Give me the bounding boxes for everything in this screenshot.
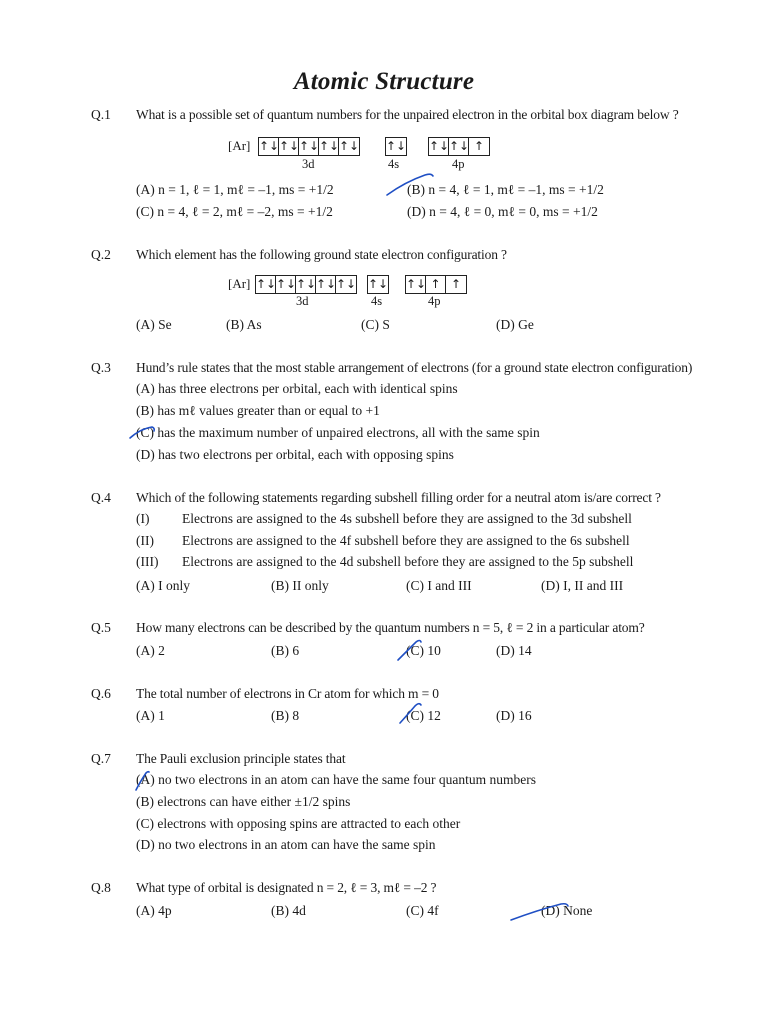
answer-option: (D) has two electrons per orbital, each with opposing spins	[136, 447, 454, 462]
orbital-box: ↑↓	[319, 139, 340, 153]
statement-number: (III)	[136, 554, 159, 569]
orbital-box: ↑↓	[299, 139, 320, 153]
core-label: [Ar]	[228, 138, 251, 153]
statement-number: (II)	[136, 533, 154, 548]
subshell-label: 4p	[452, 157, 465, 171]
answer-option: (B) n = 4, ℓ = 1, mℓ = –1, ms = +1/2	[407, 182, 604, 197]
question-stem: Which of the following statements regarding subshell filling order for a neutral atom is/are correct ?	[136, 490, 661, 505]
answer-option: (A) n = 1, ℓ = 1, mℓ = –1, ms = +1/2	[136, 182, 334, 197]
orbital-box: ↑↓	[336, 277, 357, 291]
answer-option: (B) 4d	[271, 903, 306, 918]
question-number: Q.3	[91, 360, 111, 375]
answer-option: (A) 4p	[136, 903, 172, 918]
orbital-box: ↑↓	[429, 139, 450, 153]
question-number: Q.2	[91, 247, 111, 262]
orbital-box: ↑↓	[339, 139, 360, 153]
answer-option: (A) has three electrons per orbital, each with identical spins	[136, 381, 458, 396]
statement-text: Electrons are assigned to the 4f subshell before they are assigned to the 6s subshell	[182, 533, 630, 548]
orbital-box: ↑↓	[386, 139, 407, 153]
answer-option: (C) 10	[406, 643, 441, 658]
answer-option: (B) 8	[271, 708, 300, 723]
answer-option: (C) S	[361, 317, 390, 332]
subshell-label: 3d	[302, 157, 315, 171]
orbital-box: ↑	[426, 276, 446, 293]
orbital-box: ↑↓	[406, 277, 427, 291]
answer-option: (C) I and III	[406, 578, 472, 593]
orbital-box: ↑↓	[296, 277, 317, 291]
question-number: Q.4	[91, 490, 111, 505]
core-label: [Ar]	[228, 276, 251, 291]
statement-text: Electrons are assigned to the 4d subshell before they are assigned to the 5p subshell	[182, 554, 634, 569]
answer-option: (D) Ge	[496, 317, 534, 332]
question-stem: What type of orbital is designated n = 2, ℓ = 3, mℓ = –2 ?	[136, 880, 437, 895]
orbital-box: ↑↓	[259, 139, 280, 153]
answer-option: (D) n = 4, ℓ = 0, mℓ = 0, ms = +1/2	[407, 204, 598, 219]
question-number: Q.6	[91, 686, 111, 701]
subshell-label: 3d	[296, 294, 309, 308]
orbital-boxes-3d	[255, 275, 357, 294]
question-number: Q.8	[91, 880, 111, 895]
statement-text: Electrons are assigned to the 4s subshell before they are assigned to the 3d subshell	[182, 511, 632, 526]
orbital-box: ↑↓	[368, 277, 389, 291]
answer-option: (B) electrons can have either ±1/2 spins	[136, 794, 351, 809]
question-stem: The Pauli exclusion principle states that	[136, 751, 346, 766]
question-stem: The total number of electrons in Cr atom for which m = 0	[136, 686, 439, 701]
answer-option: (C) has the maximum number of unpaired electrons, all with the same spin	[136, 425, 540, 440]
orbital-boxes-3d	[258, 137, 360, 156]
subshell-label: 4p	[428, 294, 441, 308]
orbital-box: ↑↓	[316, 277, 337, 291]
answer-option: (C) electrons with opposing spins are attracted to each other	[136, 816, 461, 831]
orbital-box: ↑↓	[276, 277, 297, 291]
subshell-label: 4s	[371, 294, 383, 308]
orbital-boxes-4p	[428, 137, 490, 156]
page-title: Atomic Structure	[293, 68, 475, 95]
question-stem: Which element has the following ground state electron configuration ?	[136, 247, 507, 262]
answer-option: (D) no two electrons in an atom can have the same spin	[136, 837, 436, 852]
answer-option: (D) 16	[496, 708, 532, 723]
orbital-boxes-4s	[367, 275, 389, 294]
answer-option: (B) As	[226, 317, 262, 332]
answer-option: (A) Se	[136, 317, 172, 332]
orbital-box: ↑	[450, 277, 462, 291]
question-number: Q.5	[91, 620, 111, 635]
answer-option: (A) no two electrons in an atom can have the same four quantum numbers	[136, 772, 537, 787]
answer-option: (C) 4f	[406, 903, 439, 918]
answer-option: (D) I, II and III	[541, 578, 624, 593]
orbital-box: ↑↓	[256, 277, 277, 291]
answer-option: (C) n = 4, ℓ = 2, mℓ = –2, ms = +1/2	[136, 204, 333, 219]
orbital-box: ↑↓	[449, 139, 470, 153]
answer-option: (D) None	[541, 903, 593, 918]
answer-option: (D) 14	[496, 643, 532, 658]
answer-option: (B) II only	[271, 578, 329, 593]
orbital-box: ↑↓	[279, 139, 300, 153]
question-stem: Hund’s rule states that the most stable arrangement of electrons (for a ground state electron configuration)	[136, 360, 693, 375]
orbital-boxes-4s	[385, 137, 407, 156]
answer-option: (A) 2	[136, 643, 165, 658]
orbital-box: ↑	[473, 139, 485, 153]
orbital-boxes-4p	[405, 275, 467, 294]
answer-option: (C) 12	[406, 708, 441, 723]
question-stem: What is a possible set of quantum numbers for the unpaired electron in the orbital box diagram below ?	[136, 107, 679, 122]
answer-option: (A) 1	[136, 708, 165, 723]
answer-option: (B) 6	[271, 643, 300, 658]
question-stem: How many electrons can be described by the quantum numbers n = 5, ℓ = 2 in a particular atom?	[136, 620, 645, 635]
statement-number: (I)	[136, 511, 150, 526]
answer-option: (A) I only	[136, 578, 190, 593]
question-number: Q.1	[91, 107, 111, 122]
answer-option: (B) has mℓ values greater than or equal to +1	[136, 403, 380, 418]
subshell-label: 4s	[388, 157, 400, 171]
question-number: Q.7	[91, 751, 111, 766]
